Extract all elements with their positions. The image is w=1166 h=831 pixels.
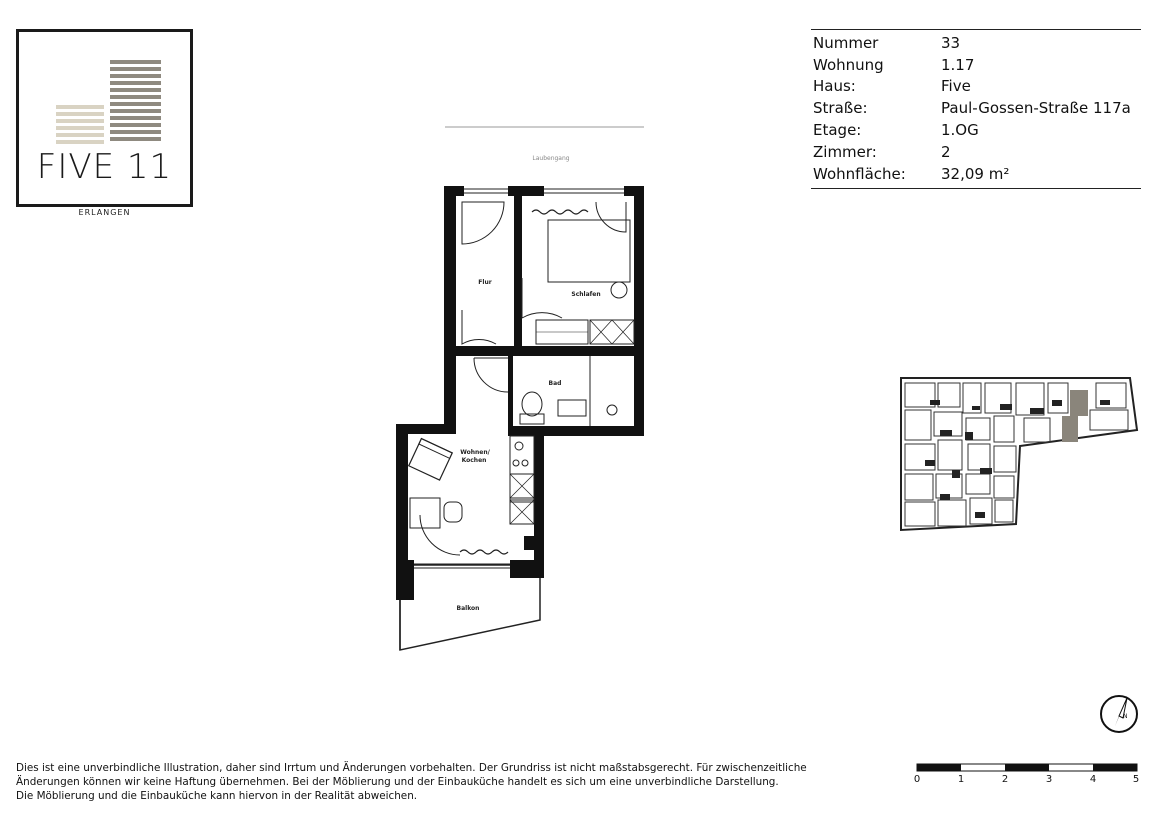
info-value: Paul-Gossen-Straße 117a bbox=[941, 99, 1131, 118]
room-label-wohnen: Wohnen/ bbox=[460, 449, 490, 456]
desk bbox=[410, 498, 440, 528]
info-row-haus bbox=[811, 76, 1141, 98]
info-label: Wohnfläche: bbox=[813, 164, 906, 183]
armchair bbox=[409, 439, 452, 481]
info-value: 33 bbox=[941, 33, 961, 52]
unit-highlight bbox=[1070, 390, 1088, 416]
room-label-balkon: Balkon bbox=[456, 605, 480, 612]
bed bbox=[548, 220, 630, 282]
walls bbox=[396, 186, 644, 600]
disclaimer-line: Die Möblierung und die Einbauküche kann hiervon in der Realität abweichen. bbox=[16, 790, 418, 803]
apartment-info-table bbox=[811, 29, 1141, 189]
scale-tick: 3 bbox=[1045, 774, 1053, 785]
logo bbox=[16, 29, 193, 217]
info-label: Straße: bbox=[813, 99, 868, 118]
scale-tick: 0 bbox=[913, 774, 921, 785]
logo-stripes-light bbox=[56, 105, 104, 144]
info-value: 1.OG bbox=[941, 121, 979, 140]
info-label: Wohnung bbox=[813, 55, 884, 74]
info-row-wohnflaeche bbox=[811, 163, 1141, 185]
info-row-wohnung bbox=[811, 54, 1141, 76]
room-label-bad: Bad bbox=[548, 380, 562, 387]
svg-text:N: N bbox=[1123, 713, 1128, 720]
north-arrow-icon bbox=[1097, 692, 1141, 736]
info-value: 32,09 m² bbox=[941, 164, 1010, 183]
scale-bar bbox=[912, 763, 1142, 773]
disclaimer-line: Änderungen können wir keine Haftung übernehmen. Bei der Möblierung und der Einbauküche handelt es sich um eine unverbindliche Darstellung. bbox=[16, 776, 779, 789]
scale-labels bbox=[912, 774, 1142, 788]
room-label-schlafen: Schlafen bbox=[571, 291, 601, 298]
info-label: Etage: bbox=[813, 121, 862, 140]
scale-tick: 1 bbox=[957, 774, 965, 785]
desk-chair bbox=[444, 502, 462, 522]
info-row-etage bbox=[811, 119, 1141, 141]
info-label: Nummer bbox=[813, 33, 879, 52]
logo-stripes-dark bbox=[110, 60, 161, 141]
scale-tick: 2 bbox=[1001, 774, 1009, 785]
toilet bbox=[522, 392, 542, 416]
logo-subtitle: ERLANGEN bbox=[73, 208, 137, 217]
logo-title: FIVE 11 bbox=[36, 147, 173, 187]
corridor-label: Laubengang bbox=[532, 155, 570, 162]
shower-drain bbox=[607, 405, 617, 415]
info-value: Five bbox=[941, 77, 971, 96]
info-value: 2 bbox=[941, 142, 951, 161]
kitchen-counter bbox=[510, 436, 534, 502]
info-row-strasse bbox=[811, 97, 1141, 119]
nightstand bbox=[611, 282, 627, 298]
disclaimer-line: Dies ist eine unverbindliche Illustration, daher sind Irrtum und Änderungen vorbehalten. Der Grundriss ist nicht maßstabsgerecht. Für zwischenzeitliche bbox=[16, 762, 807, 774]
disclaimer bbox=[16, 761, 866, 804]
info-row-nummer bbox=[811, 32, 1141, 54]
info-row-zimmer bbox=[811, 141, 1141, 163]
scale-tick: 5 bbox=[1132, 774, 1140, 785]
sink bbox=[558, 400, 586, 416]
info-label: Haus: bbox=[813, 77, 856, 96]
floor-plan bbox=[380, 120, 660, 660]
room-label-kochen: Kochen bbox=[461, 457, 487, 464]
scale-tick: 4 bbox=[1089, 774, 1097, 785]
info-value: 1.17 bbox=[941, 55, 975, 74]
info-label: Zimmer: bbox=[813, 142, 877, 161]
site-plan bbox=[896, 374, 1141, 534]
room-label-flur: Flur bbox=[478, 279, 492, 286]
